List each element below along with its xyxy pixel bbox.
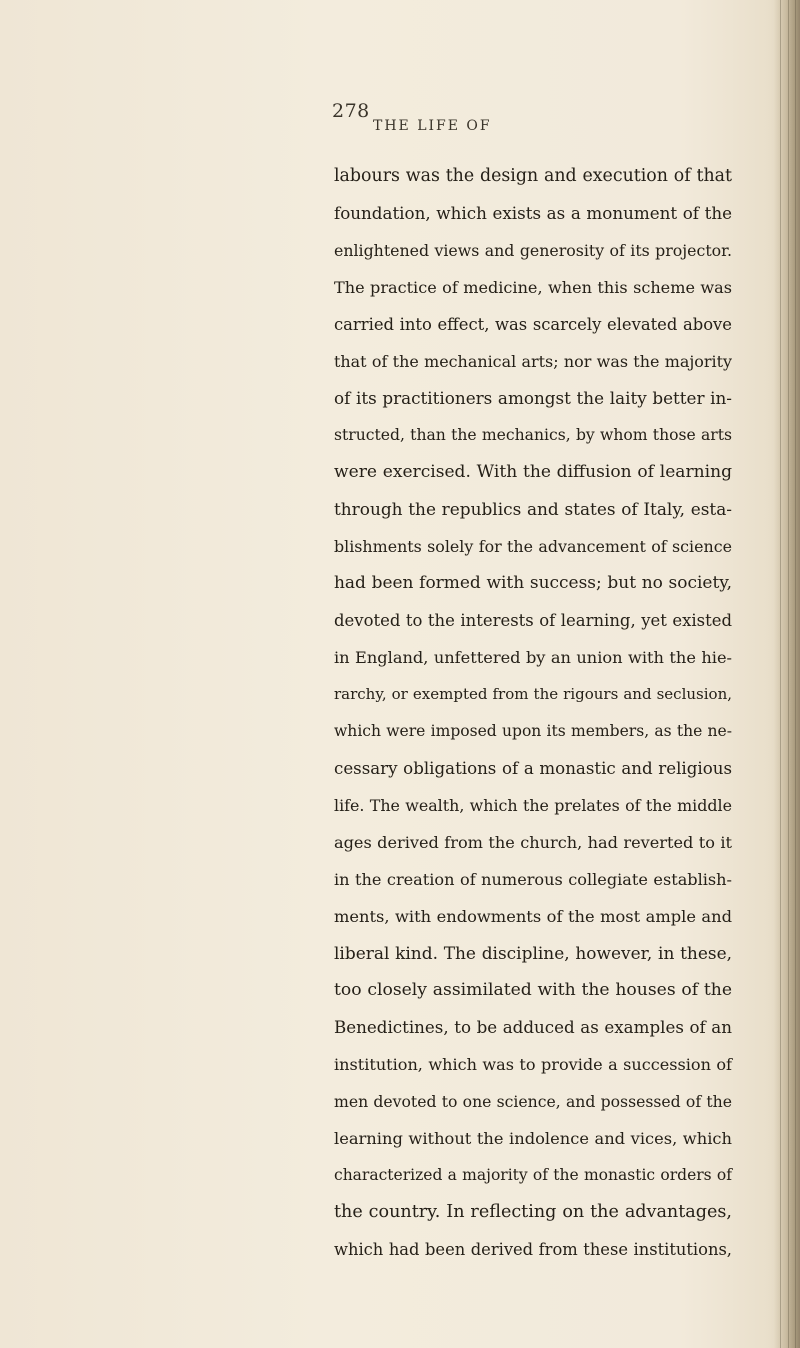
text-line: in England, unfettered by an union with the hie- [334,648,732,667]
text-line: The practice of medicine, when this scheme was [334,278,732,297]
text-line: characterized a majority of the monastic orders of [334,1166,732,1184]
text-line: life. The wealth, which the prelates of the middle [334,796,732,815]
text-line: which had been derived from these institutions, [334,1240,732,1259]
text-line: had been formed with success; but no society, [334,573,732,593]
text-line: Benedictines, to be adduced as examples of an [334,1018,732,1037]
text-line: the country. In reflecting on the advantages, [334,1202,732,1222]
text-line: men devoted to one science, and possessed of the [334,1092,732,1111]
text-line: structed, than the mechanics, by whom those arts [334,426,732,444]
page-edge-line [795,0,796,1348]
text-line: enlightened views and generosity of its projector. [334,241,732,260]
running-title: THE LIFE OF [373,118,492,134]
text-line: were exercised. With the diffusion of learning [334,462,732,482]
text-line: too closely assimilated with the houses of the [334,980,732,1000]
text-line: ments, with endowments of the most ample and [334,907,732,926]
text-line: ages derived from the church, had reverted to it [334,833,732,852]
text-line: foundation, which exists as a monument of the [334,203,732,223]
page-edge-shadow [774,0,800,1348]
body-text [334,158,732,1268]
page-edge-line [780,0,781,1348]
text-line: devoted to the interests of learning, yet existed [334,611,732,630]
text-line: blishments solely for the advancement of science [334,537,732,556]
text-line: of its practitioners amongst the laity better in- [334,388,732,408]
text-line: labours was the design and execution of that [334,166,732,186]
text-line: that of the mechanical arts; nor was the majority [334,352,732,371]
text-line: which were imposed upon its members, as the ne- [334,722,732,740]
page-number: 278 [332,100,370,122]
running-head [0,100,800,140]
text-line: institution, which was to provide a succession of [334,1055,732,1074]
text-line: in the creation of numerous collegiate establish- [334,870,732,889]
text-line: carried into effect, was scarcely elevated above [334,315,732,334]
page-edge-line [788,0,789,1348]
text-line: liberal kind. The discipline, however, in these, [334,943,732,963]
text-line: learning without the indolence and vices, which [334,1129,732,1148]
text-line: through the republics and states of Italy, esta- [334,499,732,519]
text-line: cessary obligations of a monastic and religious [334,759,732,778]
text-line: rarchy, or exempted from the rigours and seclusion, [334,685,732,703]
